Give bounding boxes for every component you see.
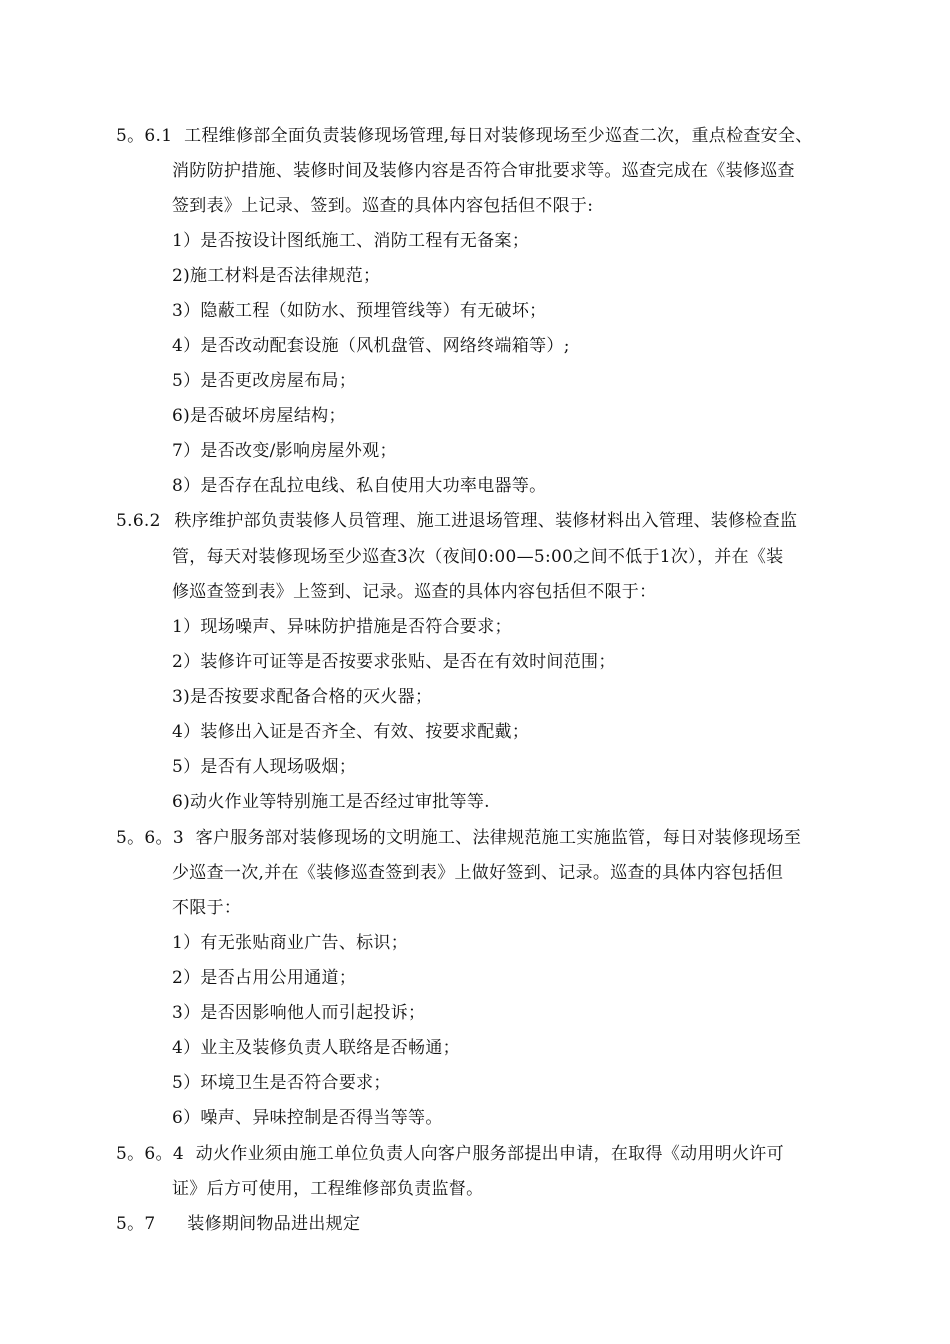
list-item: 4）装修出入证是否齐全、有效、按要求配戴；	[172, 722, 530, 742]
section-number: 5。6。4	[116, 1144, 184, 1164]
section-5-6-1-line-3: 签到表》上记录、签到。巡查的具体内容包括但不限于:	[172, 196, 594, 216]
list-item: 1）是否按设计图纸施工、消防工程有无备案；	[172, 231, 530, 251]
list-item: 1）现场噪声、异味防护措施是否符合要求；	[172, 617, 512, 637]
list-item: 6）噪声、异味控制是否得当等等。	[172, 1108, 443, 1128]
section-5-6-2-line-2: 管，每天对装修现场至少巡查3次（夜间0:00—5:00之间不低于1次），并在《装	[172, 547, 784, 567]
list-item: 8）是否存在乱拉电线、私自使用大功率电器等。	[172, 476, 547, 496]
section-5-6-2-line-3: 修巡查签到表》上签到、记录。巡查的具体内容包括但不限于：	[172, 582, 657, 602]
list-item: 6)是否破坏房屋结构；	[172, 406, 346, 426]
section-number: 5。6。3	[116, 828, 184, 848]
section-number: 5。6.1	[116, 126, 173, 146]
list-item: 1）有无张贴商业广告、标识；	[172, 933, 409, 953]
section-5-6-4-line-2: 证》后方可使用，工程维修部负责监督。	[172, 1179, 484, 1199]
list-item: 3）是否因影响他人而引起投诉；	[172, 1003, 426, 1023]
list-item: 5）是否有人现场吸烟；	[172, 757, 357, 777]
list-item: 5）环境卫生是否符合要求；	[172, 1073, 391, 1093]
section-5-7-heading	[116, 1212, 360, 1236]
section-5-6-3-line-1	[116, 826, 801, 850]
list-item: 3）隐蔽工程（如防水、预埋管线等）有无破坏；	[172, 301, 547, 321]
section-5-6-2-line-1	[116, 509, 797, 533]
list-item: 2)施工材料是否法律规范；	[172, 266, 381, 286]
section-text: 装修期间物品进出规定	[187, 1214, 361, 1234]
section-5-6-1-line-2: 消防防护措施、装修时间及装修内容是否符合审批要求等。巡查完成在《装修巡查	[172, 161, 795, 181]
section-5-6-1-line-1	[116, 124, 813, 148]
list-item: 3)是否按要求配备合格的灭火器；	[172, 687, 433, 707]
section-5-6-3-line-3: 不限于：	[172, 898, 242, 918]
list-item: 2）是否占用公用通道；	[172, 968, 357, 988]
list-item: 7）是否改变/影响房屋外观；	[172, 441, 397, 461]
section-text: 工程维修部全面负责装修现场管理,每日对装修现场至少巡查二次，重点检查安全、	[184, 126, 813, 146]
section-5-6-4-line-1	[116, 1142, 784, 1166]
list-item: 4）业主及装修负责人联络是否畅通；	[172, 1038, 460, 1058]
list-item: 5）是否更改房屋布局；	[172, 371, 357, 391]
section-5-6-3-line-2: 少巡查一次,并在《装修巡查签到表》上做好签到、记录。巡查的具体内容包括但	[172, 863, 784, 883]
section-text: 客户服务部对装修现场的文明施工、法律规范施工实施监管，每日对装修现场至	[195, 828, 802, 848]
section-text: 秩序维护部负责装修人员管理、施工进退场管理、装修材料出入管理、装修检查监	[174, 511, 798, 531]
list-item: 2）装修许可证等是否按要求张贴、是否在有效时间范围；	[172, 652, 616, 672]
list-item: 6)动火作业等特别施工是否经过审批等等.	[172, 792, 490, 812]
section-text: 动火作业须由施工单位负责人向客户服务部提出申请，在取得《动用明火许可	[195, 1144, 784, 1164]
list-item: 4）是否改动配套设施（风机盘管、网络终端箱等）;	[172, 336, 570, 356]
section-number: 5.6.2	[116, 511, 161, 531]
section-number: 5。7	[116, 1214, 156, 1234]
